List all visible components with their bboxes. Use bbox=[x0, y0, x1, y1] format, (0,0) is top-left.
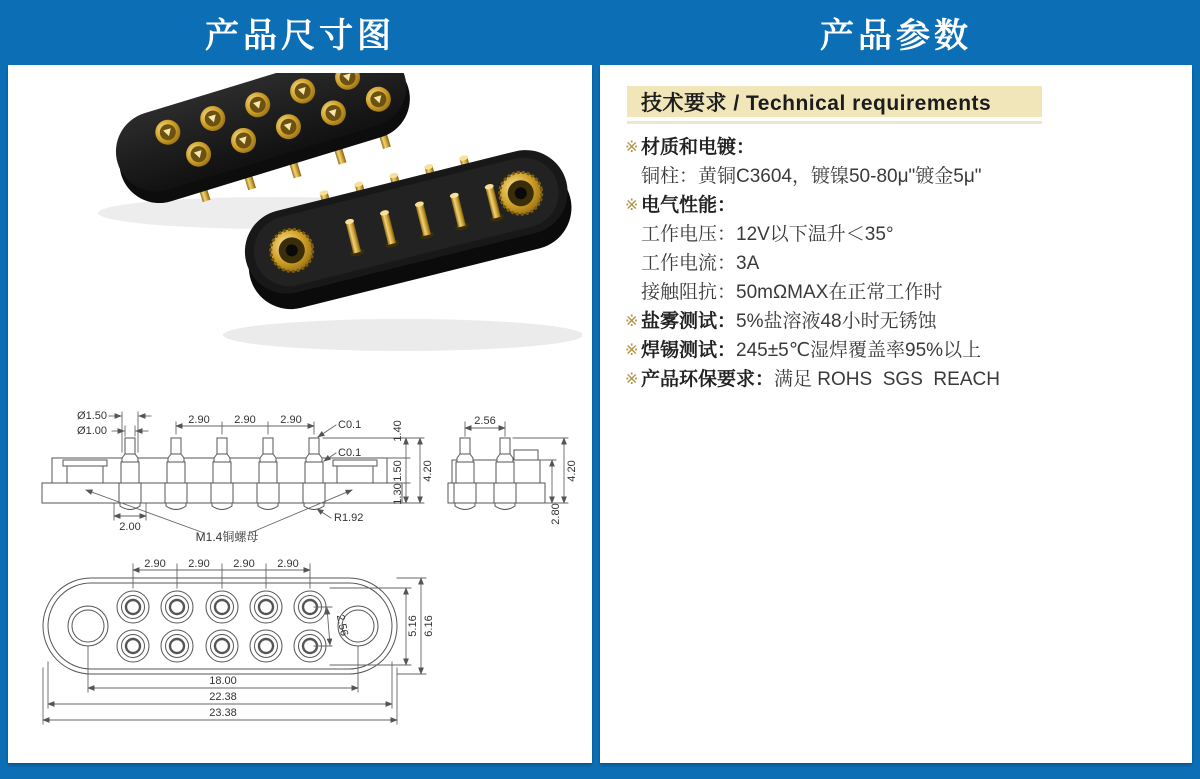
tech-row-soldering bbox=[625, 336, 1174, 365]
dim-label-dia-100: Ø1.00 bbox=[77, 425, 107, 437]
dim-label-dia-150: Ø1.50 bbox=[77, 410, 107, 422]
dim-label-b1800: 18.00 bbox=[209, 675, 237, 687]
dim-label-plan-pitch4: 2.90 bbox=[277, 558, 299, 570]
dim-label-front-pitch1: 2.90 bbox=[188, 414, 210, 426]
tech-requirements-header: 技术要求 / Technical requirements bbox=[627, 86, 1042, 117]
tech-row-label: 电气性能： bbox=[641, 195, 737, 216]
dim-label-rowpitch: 2.56 bbox=[333, 613, 351, 638]
dim-label-h420-side: 4.20 bbox=[566, 460, 578, 482]
product-photo bbox=[18, 73, 582, 395]
dim-label-h130: 1.30 bbox=[392, 483, 404, 505]
tech-row-label: 材质和电镀： bbox=[641, 137, 756, 158]
tech-requirements-list bbox=[625, 133, 1174, 394]
right-panel-title: 产品参数 bbox=[820, 16, 972, 55]
dim-label-front-pitch2: 2.90 bbox=[234, 414, 256, 426]
bullet-icon: ※ bbox=[625, 371, 639, 388]
dimension-drawing bbox=[8, 400, 592, 763]
side-view bbox=[448, 438, 545, 510]
bullet-icon: ※ bbox=[625, 197, 639, 214]
tech-row-resistance bbox=[625, 278, 1174, 307]
tech-row-label: 产品环保要求： bbox=[641, 369, 775, 390]
dim-label-chamfer2: C0.1 bbox=[338, 447, 362, 459]
dim-label-w616: 6.16 bbox=[423, 615, 435, 637]
dimension-panel bbox=[8, 65, 592, 763]
tech-header-underline bbox=[627, 121, 1042, 124]
parameters-panel bbox=[600, 65, 1192, 763]
dim-label-w516: 5.16 bbox=[407, 615, 419, 637]
bullet-icon: ※ bbox=[625, 342, 639, 359]
dim-label-front-pitch3: 2.90 bbox=[280, 414, 302, 426]
dim-label-b2338: 23.38 bbox=[209, 707, 237, 719]
dim-label-h280: 2.80 bbox=[550, 503, 562, 525]
dim-label-plan-pitch1: 2.90 bbox=[144, 558, 166, 570]
tech-row-text: 满足 ROHS SGS REACH bbox=[774, 369, 1000, 390]
tech-row-electrical bbox=[625, 191, 1174, 220]
tech-row-text: 工作电压：12V以下温升＜35° bbox=[641, 224, 894, 245]
tech-row-environment bbox=[625, 365, 1174, 394]
tech-row-label: 盐雾测试： bbox=[641, 311, 737, 332]
dim-label-h150: 1.50 bbox=[392, 460, 404, 482]
tech-row-text: 245±5℃湿焊覆盖率95%以上 bbox=[736, 340, 982, 361]
left-panel-title: 产品尺寸图 bbox=[205, 16, 395, 55]
dim-label-w200: 2.00 bbox=[119, 521, 141, 533]
bullet-icon: ※ bbox=[625, 313, 639, 330]
bullet-icon: ※ bbox=[625, 139, 639, 156]
photo-shadow-bottom bbox=[223, 319, 582, 351]
tech-row-text: 5%盐溶液48小时无锈蚀 bbox=[736, 311, 937, 332]
dim-label-side-pitch: 2.56 bbox=[474, 415, 496, 427]
tech-row-material bbox=[625, 133, 1174, 162]
tech-row-text: 铜柱：黄铜C3604，镀镍50-80μ"镀金5μ" bbox=[641, 166, 982, 187]
dim-label-b2238: 22.38 bbox=[209, 691, 237, 703]
tech-row-text: 接触阻抗：50mΩMAX在正常工作时 bbox=[641, 282, 943, 303]
dim-label-h140: 1.40 bbox=[392, 420, 404, 442]
dim-label-h420-front: 4.20 bbox=[422, 460, 434, 482]
tech-row-label: 焊锡测试： bbox=[641, 340, 737, 361]
tech-row-material-detail bbox=[625, 162, 1174, 191]
tech-row-salt-spray bbox=[625, 307, 1174, 336]
tech-row-text: 工作电流：3A bbox=[641, 253, 760, 274]
tech-row-voltage bbox=[625, 220, 1174, 249]
dim-label-r192: R1.92 bbox=[334, 512, 364, 524]
tech-row-current bbox=[625, 249, 1174, 278]
dim-label-nut: M1.4铜螺母 bbox=[195, 530, 259, 544]
dim-label-plan-pitch3: 2.90 bbox=[233, 558, 255, 570]
dim-label-plan-pitch2: 2.90 bbox=[188, 558, 210, 570]
dim-label-chamfer1: C0.1 bbox=[338, 419, 362, 431]
